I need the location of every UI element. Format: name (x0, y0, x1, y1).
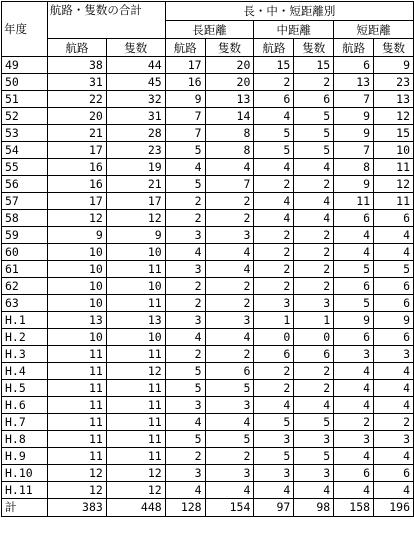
value-cell: 4 (334, 244, 374, 261)
value-cell: 10 (106, 278, 165, 295)
year-cell: 58 (2, 210, 48, 227)
value-cell: 3 (334, 431, 374, 448)
value-cell: 2 (294, 244, 334, 261)
distance-group-header: 長・中・短距離別 (165, 2, 413, 21)
value-cell: 4 (205, 159, 254, 176)
total-ships-header: 隻数 (106, 39, 165, 57)
value-cell: 3 (294, 295, 334, 312)
header-row-sub (2, 39, 414, 57)
value-cell: 6 (374, 210, 414, 227)
year-cell: H.7 (2, 414, 48, 431)
value-cell: 11 (47, 380, 106, 397)
value-cell: 2 (294, 380, 334, 397)
table-row (2, 91, 414, 108)
value-cell: 4 (334, 227, 374, 244)
value-cell: 12 (106, 210, 165, 227)
value-cell: 2 (165, 210, 205, 227)
value-cell: 3 (334, 346, 374, 363)
year-cell: 59 (2, 227, 48, 244)
value-cell: 2 (294, 261, 334, 278)
value-cell: 3 (205, 397, 254, 414)
value-cell: 5 (165, 431, 205, 448)
value-cell: 11 (106, 397, 165, 414)
value-cell: 5 (254, 448, 294, 465)
value-cell: 3 (205, 312, 254, 329)
value-cell: 12 (374, 108, 414, 125)
value-cell: 5 (254, 125, 294, 142)
value-cell: 12 (106, 482, 165, 499)
value-cell: 6 (334, 329, 374, 346)
value-cell: 3 (254, 295, 294, 312)
year-cell: H.6 (2, 397, 48, 414)
value-cell: 11 (47, 414, 106, 431)
value-cell: 4 (334, 482, 374, 499)
value-cell: 6 (334, 278, 374, 295)
value-cell: 2 (165, 295, 205, 312)
value-cell: 11 (106, 380, 165, 397)
value-cell: 6 (205, 363, 254, 380)
value-cell: 2 (294, 278, 334, 295)
value-cell: 4 (254, 193, 294, 210)
value-cell: 4 (205, 244, 254, 261)
value-cell: 12 (106, 363, 165, 380)
value-cell: 13 (374, 91, 414, 108)
value-cell: 6 (374, 329, 414, 346)
value-cell: 7 (334, 142, 374, 159)
value-cell: 2 (294, 227, 334, 244)
value-cell: 11 (374, 193, 414, 210)
value-cell: 2 (254, 363, 294, 380)
value-cell: 8 (205, 125, 254, 142)
value-cell: 38 (47, 57, 106, 74)
total-value-cell: 448 (106, 499, 165, 517)
value-cell: 2 (254, 227, 294, 244)
value-cell: 4 (334, 448, 374, 465)
value-cell: 10 (47, 278, 106, 295)
value-cell: 4 (334, 380, 374, 397)
value-cell: 4 (294, 193, 334, 210)
value-cell: 3 (205, 465, 254, 482)
value-cell: 2 (294, 176, 334, 193)
mid-routes-header: 航路 (254, 39, 294, 57)
table-row (2, 380, 414, 397)
value-cell: 3 (205, 227, 254, 244)
value-cell: 6 (374, 278, 414, 295)
value-cell: 6 (334, 57, 374, 74)
value-cell: 12 (47, 465, 106, 482)
table-row (2, 159, 414, 176)
value-cell: 21 (106, 176, 165, 193)
total-value-cell: 97 (254, 499, 294, 517)
value-cell: 0 (254, 329, 294, 346)
value-cell: 4 (374, 363, 414, 380)
route-statistics-table (1, 1, 414, 517)
total-value-cell: 196 (374, 499, 414, 517)
total-label: 計 (2, 499, 48, 517)
value-cell: 10 (47, 295, 106, 312)
value-cell: 4 (294, 159, 334, 176)
value-cell: 2 (165, 346, 205, 363)
value-cell: 5 (165, 142, 205, 159)
long-distance-header: 長距離 (165, 21, 254, 39)
value-cell: 4 (374, 380, 414, 397)
year-cell: 52 (2, 108, 48, 125)
value-cell: 2 (205, 448, 254, 465)
value-cell: 45 (106, 74, 165, 91)
value-cell: 3 (254, 465, 294, 482)
year-cell: 51 (2, 91, 48, 108)
value-cell: 4 (205, 261, 254, 278)
table-row (2, 431, 414, 448)
value-cell: 23 (374, 74, 414, 91)
year-cell: H.5 (2, 380, 48, 397)
total-routes-header: 航路 (47, 39, 106, 57)
value-cell: 31 (106, 108, 165, 125)
year-cell: 50 (2, 74, 48, 91)
short-ships-header: 隻数 (374, 39, 414, 57)
table-row (2, 108, 414, 125)
value-cell: 4 (254, 210, 294, 227)
header-row-top (2, 2, 414, 21)
value-cell: 3 (254, 431, 294, 448)
value-cell: 11 (106, 414, 165, 431)
value-cell: 2 (254, 380, 294, 397)
value-cell: 4 (165, 244, 205, 261)
table-row (2, 363, 414, 380)
value-cell: 11 (106, 295, 165, 312)
value-cell: 2 (254, 278, 294, 295)
table-row (2, 448, 414, 465)
value-cell: 2 (254, 261, 294, 278)
value-cell: 9 (334, 125, 374, 142)
value-cell: 4 (205, 414, 254, 431)
value-cell: 13 (205, 91, 254, 108)
value-cell: 17 (47, 142, 106, 159)
value-cell: 5 (374, 261, 414, 278)
long-ships-header: 隻数 (205, 39, 254, 57)
value-cell: 4 (374, 244, 414, 261)
value-cell: 10 (47, 329, 106, 346)
value-cell: 13 (334, 74, 374, 91)
value-cell: 2 (334, 414, 374, 431)
mid-ships-header: 隻数 (294, 39, 334, 57)
year-header: 年度 (2, 2, 48, 57)
value-cell: 7 (165, 125, 205, 142)
total-value-cell: 98 (294, 499, 334, 517)
value-cell: 9 (374, 312, 414, 329)
value-cell: 10 (47, 261, 106, 278)
value-cell: 13 (47, 312, 106, 329)
year-cell: 60 (2, 244, 48, 261)
value-cell: 4 (165, 414, 205, 431)
value-cell: 11 (334, 193, 374, 210)
value-cell: 11 (47, 431, 106, 448)
year-cell: 57 (2, 193, 48, 210)
value-cell: 6 (254, 346, 294, 363)
value-cell: 15 (254, 57, 294, 74)
value-cell: 6 (294, 91, 334, 108)
year-cell: H.9 (2, 448, 48, 465)
table-body (2, 57, 414, 517)
table-row (2, 125, 414, 142)
value-cell: 6 (374, 465, 414, 482)
value-cell: 4 (254, 482, 294, 499)
total-value-cell: 383 (47, 499, 106, 517)
total-value-cell: 154 (205, 499, 254, 517)
value-cell: 44 (106, 57, 165, 74)
value-cell: 4 (374, 227, 414, 244)
value-cell: 16 (165, 74, 205, 91)
value-cell: 11 (374, 159, 414, 176)
value-cell: 3 (294, 465, 334, 482)
value-cell: 20 (47, 108, 106, 125)
value-cell: 2 (254, 244, 294, 261)
value-cell: 15 (294, 57, 334, 74)
table-row (2, 465, 414, 482)
table-row (2, 414, 414, 431)
value-cell: 11 (106, 448, 165, 465)
value-cell: 17 (165, 57, 205, 74)
value-cell: 1 (294, 312, 334, 329)
table-row (2, 397, 414, 414)
year-cell: 55 (2, 159, 48, 176)
year-cell: 54 (2, 142, 48, 159)
value-cell: 10 (374, 142, 414, 159)
value-cell: 3 (294, 431, 334, 448)
value-cell: 2 (205, 295, 254, 312)
value-cell: 5 (205, 380, 254, 397)
value-cell: 12 (374, 176, 414, 193)
value-cell: 2 (165, 193, 205, 210)
value-cell: 9 (47, 227, 106, 244)
value-cell: 3 (374, 431, 414, 448)
value-cell: 12 (47, 210, 106, 227)
value-cell: 2 (294, 74, 334, 91)
value-cell: 22 (47, 91, 106, 108)
year-cell: H.4 (2, 363, 48, 380)
value-cell: 3 (374, 346, 414, 363)
value-cell: 32 (106, 91, 165, 108)
value-cell: 3 (165, 227, 205, 244)
value-cell: 3 (165, 312, 205, 329)
value-cell: 4 (254, 397, 294, 414)
value-cell: 2 (205, 193, 254, 210)
value-cell: 3 (165, 397, 205, 414)
value-cell: 9 (374, 57, 414, 74)
table-row (2, 312, 414, 329)
year-cell: H.3 (2, 346, 48, 363)
value-cell: 5 (165, 380, 205, 397)
value-cell: 5 (254, 414, 294, 431)
total-value-cell: 158 (334, 499, 374, 517)
table-row (2, 193, 414, 210)
year-cell: H.8 (2, 431, 48, 448)
total-value-cell: 128 (165, 499, 205, 517)
value-cell: 2 (205, 278, 254, 295)
value-cell: 13 (106, 312, 165, 329)
year-cell: 56 (2, 176, 48, 193)
table-row (2, 210, 414, 227)
value-cell: 4 (294, 482, 334, 499)
value-cell: 6 (334, 465, 374, 482)
value-cell: 4 (334, 363, 374, 380)
value-cell: 9 (106, 227, 165, 244)
table-row (2, 57, 414, 74)
value-cell: 4 (205, 329, 254, 346)
value-cell: 5 (294, 125, 334, 142)
value-cell: 0 (294, 329, 334, 346)
value-cell: 28 (106, 125, 165, 142)
value-cell: 4 (374, 397, 414, 414)
value-cell: 16 (47, 159, 106, 176)
table-row (2, 227, 414, 244)
total-group-header: 航路・隻数の合計 (47, 2, 165, 39)
value-cell: 8 (205, 142, 254, 159)
value-cell: 20 (205, 57, 254, 74)
value-cell: 2 (374, 414, 414, 431)
value-cell: 3 (165, 261, 205, 278)
value-cell: 4 (334, 397, 374, 414)
value-cell: 4 (165, 329, 205, 346)
short-routes-header: 航路 (334, 39, 374, 57)
table-row (2, 74, 414, 91)
value-cell: 4 (254, 159, 294, 176)
value-cell: 2 (294, 363, 334, 380)
value-cell: 2 (165, 278, 205, 295)
year-cell: 61 (2, 261, 48, 278)
value-cell: 5 (254, 142, 294, 159)
value-cell: 7 (205, 176, 254, 193)
value-cell: 11 (106, 346, 165, 363)
value-cell: 5 (334, 295, 374, 312)
value-cell: 5 (165, 176, 205, 193)
year-cell: H.2 (2, 329, 48, 346)
value-cell: 2 (254, 74, 294, 91)
value-cell: 9 (334, 108, 374, 125)
value-cell: 5 (294, 142, 334, 159)
table-row (2, 329, 414, 346)
value-cell: 16 (47, 176, 106, 193)
value-cell: 15 (374, 125, 414, 142)
year-cell: H.1 (2, 312, 48, 329)
value-cell: 19 (106, 159, 165, 176)
value-cell: 14 (205, 108, 254, 125)
value-cell: 11 (106, 261, 165, 278)
value-cell: 4 (374, 482, 414, 499)
value-cell: 10 (106, 244, 165, 261)
value-cell: 7 (165, 108, 205, 125)
table-row (2, 482, 414, 499)
value-cell: 5 (294, 448, 334, 465)
value-cell: 11 (47, 363, 106, 380)
value-cell: 4 (165, 482, 205, 499)
value-cell: 17 (47, 193, 106, 210)
value-cell: 9 (165, 91, 205, 108)
table-row (2, 278, 414, 295)
value-cell: 7 (334, 91, 374, 108)
value-cell: 31 (47, 74, 106, 91)
value-cell: 6 (334, 210, 374, 227)
table-row (2, 295, 414, 312)
value-cell: 5 (334, 261, 374, 278)
total-row (2, 499, 414, 517)
value-cell: 8 (334, 159, 374, 176)
value-cell: 4 (254, 108, 294, 125)
value-cell: 3 (165, 465, 205, 482)
value-cell: 4 (165, 159, 205, 176)
value-cell: 1 (254, 312, 294, 329)
value-cell: 6 (374, 295, 414, 312)
value-cell: 2 (165, 448, 205, 465)
value-cell: 10 (106, 329, 165, 346)
value-cell: 2 (254, 176, 294, 193)
table-row (2, 142, 414, 159)
year-cell: H.10 (2, 465, 48, 482)
value-cell: 5 (294, 108, 334, 125)
route-statistics-table-container (1, 1, 414, 517)
value-cell: 10 (47, 244, 106, 261)
long-routes-header: 航路 (165, 39, 205, 57)
year-cell: 63 (2, 295, 48, 312)
value-cell: 23 (106, 142, 165, 159)
table-row (2, 244, 414, 261)
value-cell: 5 (294, 414, 334, 431)
value-cell: 9 (334, 312, 374, 329)
value-cell: 4 (294, 210, 334, 227)
mid-distance-header: 中距離 (254, 21, 334, 39)
value-cell: 12 (106, 465, 165, 482)
year-cell: 49 (2, 57, 48, 74)
value-cell: 5 (205, 431, 254, 448)
value-cell: 4 (294, 397, 334, 414)
table-row (2, 261, 414, 278)
value-cell: 12 (47, 482, 106, 499)
value-cell: 6 (254, 91, 294, 108)
value-cell: 5 (165, 363, 205, 380)
year-cell: 62 (2, 278, 48, 295)
table-row (2, 176, 414, 193)
value-cell: 4 (374, 448, 414, 465)
value-cell: 6 (294, 346, 334, 363)
value-cell: 2 (205, 210, 254, 227)
value-cell: 17 (106, 193, 165, 210)
value-cell: 11 (106, 431, 165, 448)
table-row (2, 346, 414, 363)
short-distance-header: 短距離 (334, 21, 414, 39)
value-cell: 4 (205, 482, 254, 499)
value-cell: 11 (47, 397, 106, 414)
value-cell: 11 (47, 448, 106, 465)
value-cell: 20 (205, 74, 254, 91)
year-cell: H.11 (2, 482, 48, 499)
value-cell: 11 (47, 346, 106, 363)
year-cell: 53 (2, 125, 48, 142)
value-cell: 9 (334, 176, 374, 193)
value-cell: 21 (47, 125, 106, 142)
value-cell: 2 (205, 346, 254, 363)
